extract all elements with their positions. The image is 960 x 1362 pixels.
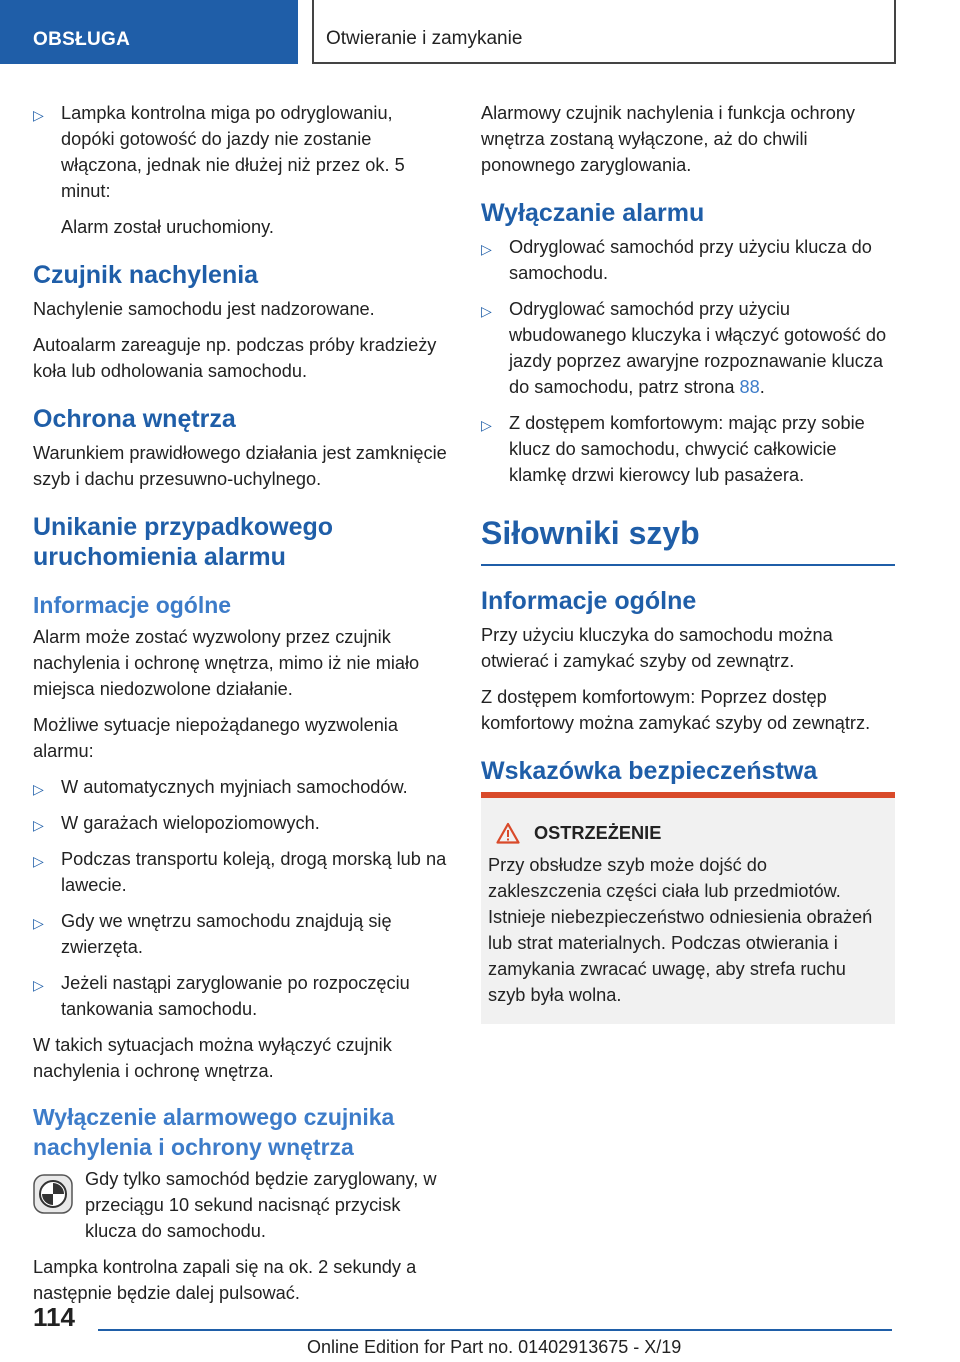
paragraph: Przy użyciu kluczyka do samochodu można otwierać i zamykać szyby od zewnątrz.	[481, 625, 833, 671]
list-item: ▷ W garażach wielopoziomowych.	[33, 810, 447, 836]
heading-disable-sensors: Wyłączenie alarmowego czujnika nachylenia i ochrony wnętrza	[33, 1104, 395, 1160]
paragraph: Z dostępem komfortowym: Poprzez dostęp komfortowy można zamykać szyby od zewnątrz.	[481, 687, 871, 733]
footer-divider	[98, 1329, 892, 1331]
list-item: ▷ Z dostępem komfortowym: mając przy sobie klucz do samochodu, chwycić całkowicie klamkę drzwi kierowcy lub pasażera.	[481, 413, 865, 485]
heading-safety-note: Wskazówka bezpieczeństwa	[481, 757, 818, 785]
page-reference-link[interactable]: 88	[739, 377, 760, 397]
triangle-right-icon: ▷	[33, 107, 44, 123]
heading-interior-protection: Ochrona wnętrza	[33, 405, 236, 433]
triangle-right-icon: ▷	[33, 915, 44, 931]
edition-info: Online Edition for Part no. 01402913675 - X/19	[307, 1337, 682, 1357]
alarm-started-text: Alarm został uruchomiony.	[61, 217, 274, 237]
header-section-tab	[0, 0, 298, 64]
heading-general-info: Informacje ogólne	[33, 592, 232, 618]
list-item: ▷ Podczas transportu koleją, drogą morską lub na lawecie.	[33, 849, 447, 895]
triangle-right-icon: ▷	[481, 303, 492, 319]
section-title: OBSŁUGA	[33, 29, 131, 50]
paragraph: Nachylenie samochodu jest nadzorowane.	[33, 299, 375, 319]
list-item: ▷ Odryglować samochód przy użyciu wbudowanego kluczyka i włączyć gotowość do jazdy poprzez awaryjne rozpoznawanie klucza do samochodu, patrz strona 88.	[481, 299, 887, 397]
paragraph: Alarm może zostać wyzwolony przez czujnik nachylenia i ochronę wnętrza, mimo iż nie miało miejsca niedozwolone działanie.	[33, 627, 420, 699]
heading-general-info: Informacje ogólne	[481, 587, 697, 615]
warning-header	[488, 820, 885, 846]
heading-disable-alarm: Wyłączanie alarmu	[481, 199, 705, 227]
heading-window-lifters: Siłowniki szyb	[481, 514, 895, 566]
left-column	[33, 100, 447, 1316]
chapter-title: Otwieranie i zamykanie	[326, 28, 523, 49]
paragraph: Autoalarm zareaguje np. podczas próby kradzieży koła lub odholowania samochodu.	[33, 335, 437, 381]
paragraph: Alarmowy czujnik nachylenia i funkcja ochrony wnętrza zostaną wyłączone, aż do chwili ponownego zaryglowania.	[481, 103, 856, 175]
status-list	[33, 100, 447, 204]
right-column	[481, 100, 895, 1024]
triangle-right-icon: ▷	[481, 417, 492, 433]
list-item: ▷ Lampka kontrolna miga po odryglowaniu, dopóki gotowość do jazdy nie zostanie włączona, jednak nie dłużej niż przez ok. 5 minut:	[33, 103, 405, 201]
disable-steps-list	[481, 234, 895, 488]
warning-title: OSTRZEŻENIE	[534, 823, 662, 843]
header-chapter-box	[312, 0, 896, 64]
triangle-right-icon: ▷	[33, 853, 44, 869]
keyfob-paragraph: Gdy tylko samochód będzie zaryglowany, w przeciągu 10 sekund nacisnąć przycisk klucza do samochodu.	[33, 1166, 447, 1244]
list-item: ▷ Jeżeli nastąpi zaryglowanie po rozpoczęciu tankowania samochodu.	[33, 973, 410, 1019]
bmw-key-button-icon	[33, 1174, 73, 1214]
warning-text: Przy obsłudze szyb może dojść do zakleszczenia części ciała lub przedmiotów. Istnieje niebezpieczeństwo odniesienia obrażeń lub strat materialnych. Podczas otwierania i zamykania zwracać uwagę, aby strefa ruchu szyb była wolna.	[488, 855, 873, 1005]
paragraph: Lampka kontrolna zapali się na ok. 2 sekundy a następnie będzie dalej pulsować.	[33, 1257, 417, 1303]
triangle-right-icon: ▷	[481, 241, 492, 257]
list-item: ▷ W automatycznych myjniach samochodów.	[33, 774, 447, 800]
paragraph: Możliwe sytuacje niepożądanego wyzwolenia alarmu:	[33, 715, 398, 761]
situations-list	[33, 774, 447, 1022]
triangle-right-icon: ▷	[33, 977, 44, 993]
list-item: ▷ Gdy we wnętrzu samochodu znajdują się zwierzęta.	[33, 911, 392, 957]
triangle-right-icon: ▷	[33, 817, 44, 833]
page-number: 114	[33, 1302, 75, 1332]
warning-box	[481, 792, 895, 1024]
paragraph: Warunkiem prawidłowego działania jest zamknięcie szyb i dachu przesuwno-uchylnego.	[33, 443, 447, 489]
paragraph: W takich sytuacjach można wyłączyć czujnik nachylenia i ochronę wnętrza.	[33, 1035, 392, 1081]
triangle-right-icon: ▷	[33, 781, 44, 797]
heading-tilt-sensor: Czujnik nachylenia	[33, 261, 259, 289]
list-item: ▷ Odryglować samochód przy użyciu klucza do samochodu.	[481, 237, 872, 283]
heading-avoid-false-alarm: Unikanie przypadkowego uruchomienia alarmu	[33, 513, 334, 571]
warning-triangle-icon	[496, 822, 520, 844]
